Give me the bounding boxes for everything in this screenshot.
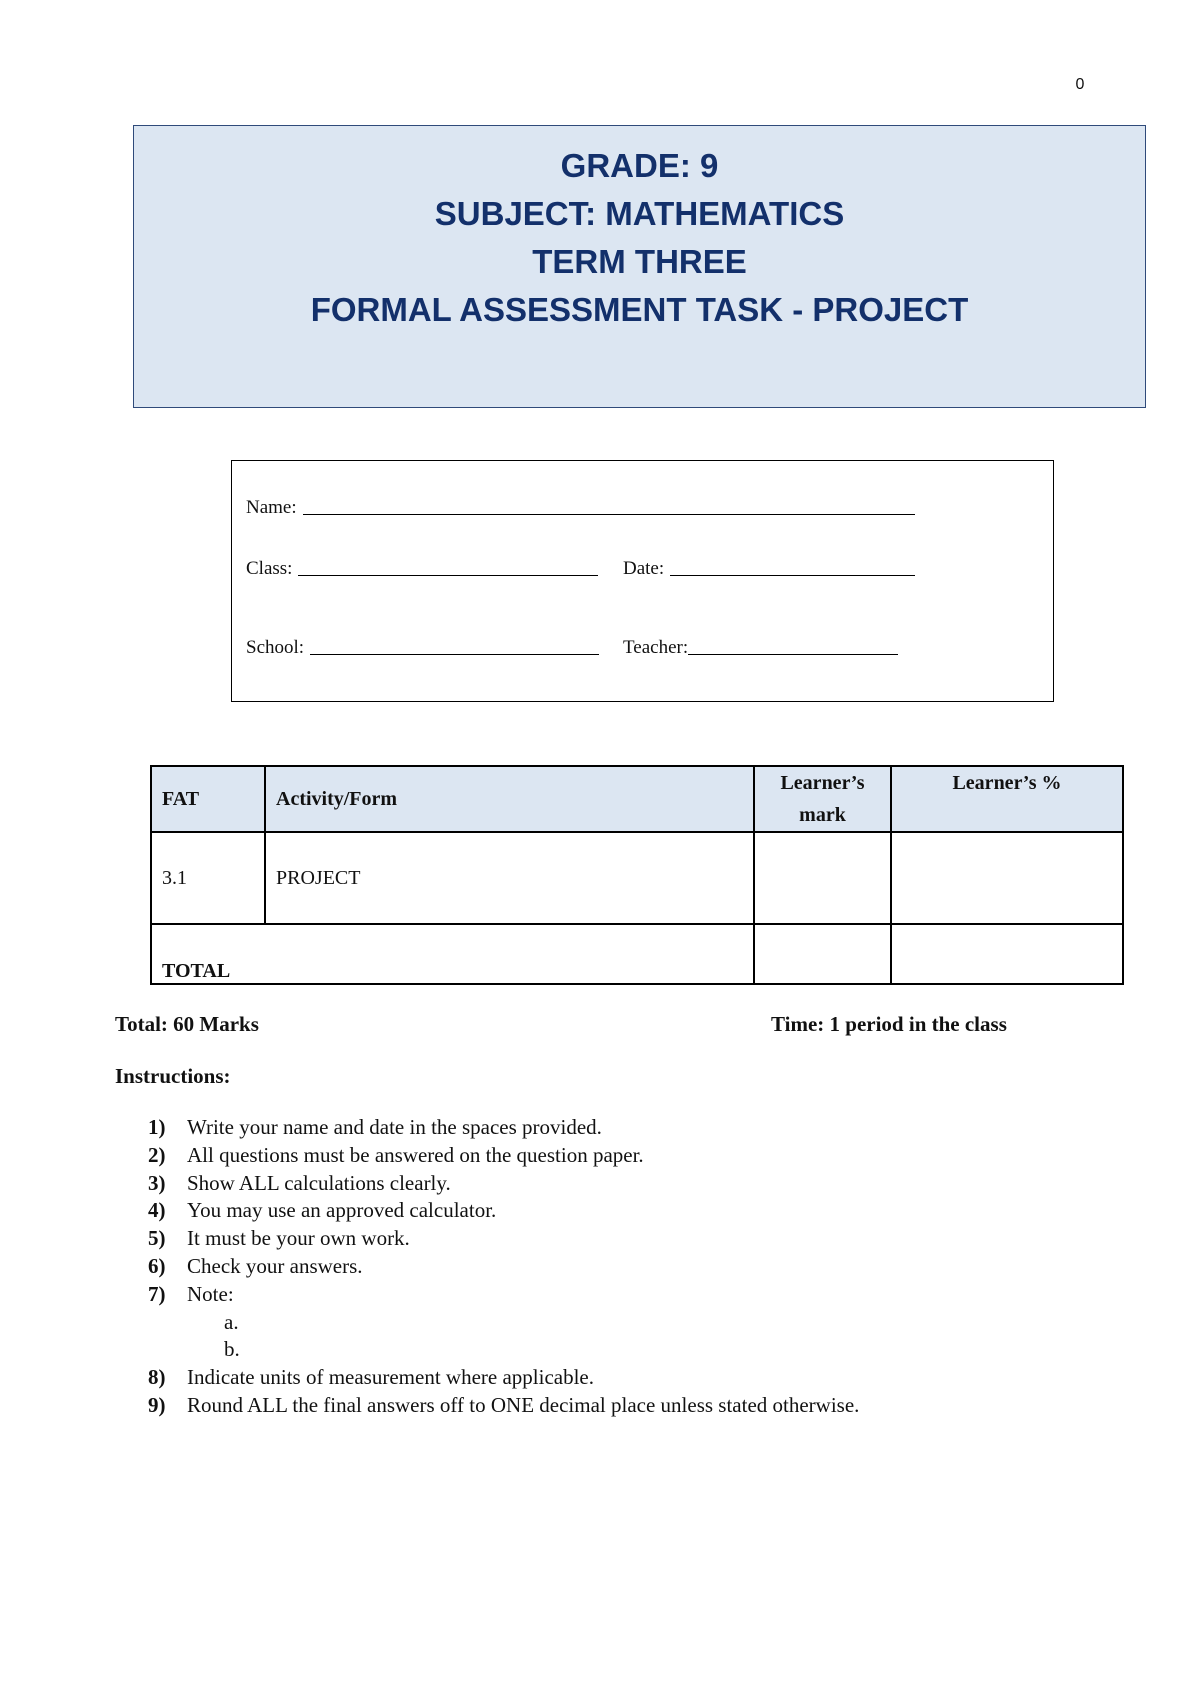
name-field[interactable]	[246, 497, 915, 519]
list-item: 6) Check your answers.	[148, 1253, 363, 1278]
term-heading: TERM THREE	[532, 243, 747, 280]
list-item: 7) Note:	[148, 1281, 234, 1306]
total-percent-cell[interactable]	[891, 924, 1123, 984]
fat-table	[150, 765, 1124, 985]
class-label: Class:	[246, 558, 293, 579]
table-header-row	[151, 766, 1123, 832]
cell-percent[interactable]	[891, 832, 1123, 924]
note-subitem-b: b.	[224, 1337, 240, 1362]
cell-fat: 3.1	[151, 832, 265, 924]
class-field[interactable]	[246, 558, 598, 580]
time-allowed: Time: 1 period in the class	[771, 1012, 1007, 1036]
list-item: 9) Round ALL the final answers off to ONE decimal place unless stated otherwise.	[148, 1392, 860, 1417]
total-label: TOTAL	[151, 924, 754, 984]
teacher-line[interactable]	[688, 653, 898, 655]
list-item: 2) All questions must be answered on the question paper.	[148, 1142, 644, 1167]
title-box	[133, 125, 1146, 408]
school-line[interactable]	[310, 653, 599, 655]
date-line[interactable]	[670, 574, 915, 576]
teacher-label: Teacher:	[623, 637, 689, 658]
list-item: 3) Show ALL calculations clearly.	[148, 1170, 451, 1195]
table-total-row	[151, 924, 1123, 984]
instructions-heading: Instructions:	[115, 1064, 231, 1088]
list-item: 4) You may use an approved calculator.	[148, 1198, 497, 1223]
date-label: Date:	[623, 558, 665, 579]
total-mark-cell[interactable]	[754, 924, 891, 984]
class-line[interactable]	[298, 574, 598, 576]
learner-info-box	[231, 460, 1054, 702]
grade-heading: GRADE: 9	[560, 147, 719, 184]
subject-heading: SUBJECT: MATHEMATICS	[434, 195, 845, 232]
total-marks: Total: 60 Marks	[115, 1012, 259, 1036]
school-field[interactable]	[246, 637, 599, 659]
school-label: School:	[246, 637, 305, 658]
header-learner-percent: Learner’s %	[891, 766, 1123, 832]
cell-mark[interactable]	[754, 832, 891, 924]
list-item: 1) Write your name and date in the spaces provided.	[148, 1115, 602, 1139]
note-subitem-a: a.	[224, 1309, 239, 1334]
table-row	[151, 832, 1123, 924]
date-field[interactable]	[623, 558, 915, 580]
page-number: 0	[1075, 76, 1085, 93]
name-label: Name:	[246, 497, 297, 518]
list-item: 5) It must be your own work.	[148, 1226, 410, 1251]
header-learner-mark: Learner’s mark	[754, 766, 891, 832]
cell-activity: PROJECT	[265, 832, 754, 924]
name-line[interactable]	[303, 513, 915, 515]
list-item: 8) Indicate units of measurement where applicable.	[148, 1365, 594, 1390]
instructions-list	[148, 1114, 859, 1420]
task-heading: FORMAL ASSESSMENT TASK - PROJECT	[310, 291, 969, 328]
teacher-field[interactable]	[623, 637, 898, 659]
header-fat: FAT	[151, 766, 265, 832]
header-activity: Activity/Form	[265, 766, 754, 832]
